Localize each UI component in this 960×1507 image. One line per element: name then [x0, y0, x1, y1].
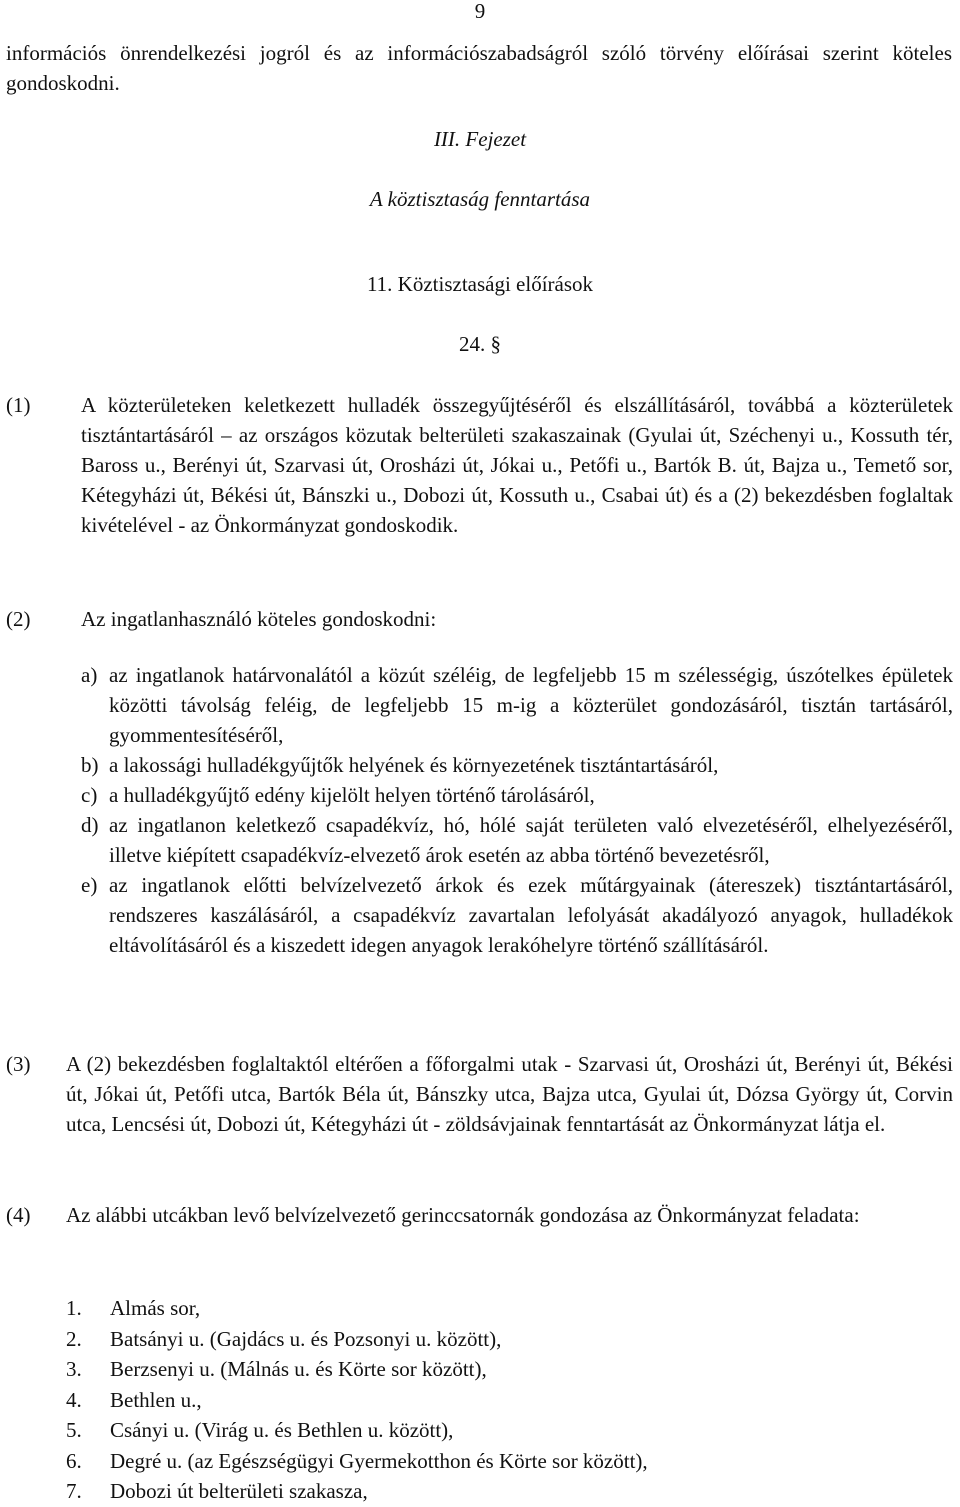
- item-text: az ingatlanon keletkező csapadékvíz, hó, hólé saját területen való elvezetéséről, elhelyezéséről, illetve kiépített csapadékvíz-elvezető árok esetén az abba történő bevezetésről,: [109, 813, 953, 867]
- street-number: 3.: [66, 1357, 82, 1381]
- item-label: a): [81, 663, 98, 687]
- chapter-heading: III. Fejezet: [433, 127, 527, 151]
- list-item: [81, 750, 953, 780]
- section-title: 11. Köztisztasági előírások: [366, 272, 594, 296]
- item-text: az ingatlanok határvonalától a közút széléig, de legfeljebb 15 m szélességig, úszótelkes épületek közötti távolság feléig, de legfeljebb 15 m-ig a közterület gondozásáról, tisztán tartásáról, gyommentesítéséről,: [109, 663, 953, 747]
- item-label: d): [81, 813, 99, 837]
- page-number: 9: [474, 0, 486, 23]
- item-label: e): [81, 873, 98, 897]
- paragraph-3-text: A (2) bekezdésben foglaltaktól eltérően a főforgalmi utak - Szarvasi út, Orosházi út, Berényi út, Békési út, Jókai út, Petőfi utca, Bartók Béla út, Bánszky utca, Bajza utca, Gyulai út, Dózsa György út, Corvin utca, Lencsési út, Dobozi út, Kétegyházi út - zöldsávjainak fenntartását az Önkormányzat látja el.: [66, 1052, 953, 1136]
- street-number: 7.: [66, 1479, 82, 1503]
- list-item: [81, 780, 953, 810]
- street-list: [66, 1293, 648, 1507]
- paragraph-4-text: Az alábbi utcákban levő belvízelvezető gerinccsatornák gondozása az Önkormányzat feladata:: [66, 1203, 860, 1227]
- paragraph-4-number: (4): [6, 1203, 31, 1227]
- street-text: Bethlen u.,: [110, 1387, 202, 1412]
- item-text: az ingatlanok előtti belvízelvezető árkok és ezek műtárgyainak (átereszek) tisztántartásáról, rendszeres kaszálásáról, a csapadékvíz zavartalan lefolyását akadályozó anyagok, hulladékok eltávolításáról és a kiszedett idegen anyagok lerakóhelyre történő szállításáról.: [109, 873, 953, 957]
- chapter-title: A köztisztaság fenntartása: [369, 187, 591, 211]
- paragraph-2-text: Az ingatlanhasználó köteles gondoskodni:: [81, 607, 437, 631]
- street-number: 2.: [66, 1326, 82, 1351]
- street-list-item: [66, 1446, 648, 1477]
- street-number: 4.: [66, 1387, 82, 1412]
- street-number: 1.: [66, 1296, 82, 1320]
- item-text: a lakossági hulladékgyűjtők helyének és környezetének tisztántartásáról,: [109, 753, 719, 777]
- item-text: a hulladékgyűjtő edény kijelölt helyen történő tárolásáról,: [109, 783, 595, 807]
- street-text: Almás sor,: [110, 1296, 201, 1320]
- street-text: Degré u. (az Egészségügyi Gyermekotthon és Körte sor között),: [110, 1448, 648, 1473]
- paragraph-2-number: (2): [6, 607, 31, 631]
- street-list-item: [66, 1385, 648, 1416]
- paragraph-1-number: (1): [6, 393, 31, 417]
- street-text: Csányi u. (Virág u. és Bethlen u. között),: [110, 1418, 454, 1442]
- street-list-item: [66, 1293, 648, 1324]
- list-item: [81, 810, 953, 870]
- street-text: Dobozi út belterületi szakasza,: [110, 1479, 368, 1503]
- list-item: [81, 870, 953, 960]
- street-list-item: [66, 1354, 648, 1385]
- paragraph-number: 24. §: [459, 332, 501, 356]
- street-list-item: [66, 1476, 648, 1507]
- street-text: Berzsenyi u. (Málnás u. és Körte sor között),: [110, 1357, 487, 1381]
- item-label: c): [81, 783, 98, 807]
- street-list-item: [66, 1415, 648, 1446]
- street-list-item: [66, 1324, 648, 1355]
- street-number: 5.: [66, 1418, 82, 1442]
- paragraph-3-number: (3): [6, 1052, 31, 1076]
- intro-text: információs önrendelkezési jogról és az információszabadságról szóló törvény előírásai szerint köteles gondoskodni.: [6, 41, 952, 95]
- street-text: Batsányi u. (Gajdács u. és Pozsonyi u. között),: [110, 1326, 502, 1351]
- item-label: b): [81, 753, 99, 777]
- street-number: 6.: [66, 1448, 82, 1473]
- list-item: [81, 660, 953, 750]
- paragraph-1-text: A közterületeken keletkezett hulladék összegyűjtéséről és elszállításáról, továbbá a közterületek tisztántartásáról – az országos közutak belterületi szakaszainak (Gyulai út, Széchenyi u., Kossuth tér, Baross u., Berényi út, Szarvasi út, Orosházi út, Jókai u., Petőfi u., Bartók B. út, Bajza u., Temető sor, Kétegyházi út, Békési út, Bánszki u., Dobozi út, Kossuth u., Csabai út) és a (2) bekezdésben foglaltak kivételével - az Önkormányzat gondoskodik.: [81, 393, 953, 537]
- paragraph-2-items: [81, 660, 953, 960]
